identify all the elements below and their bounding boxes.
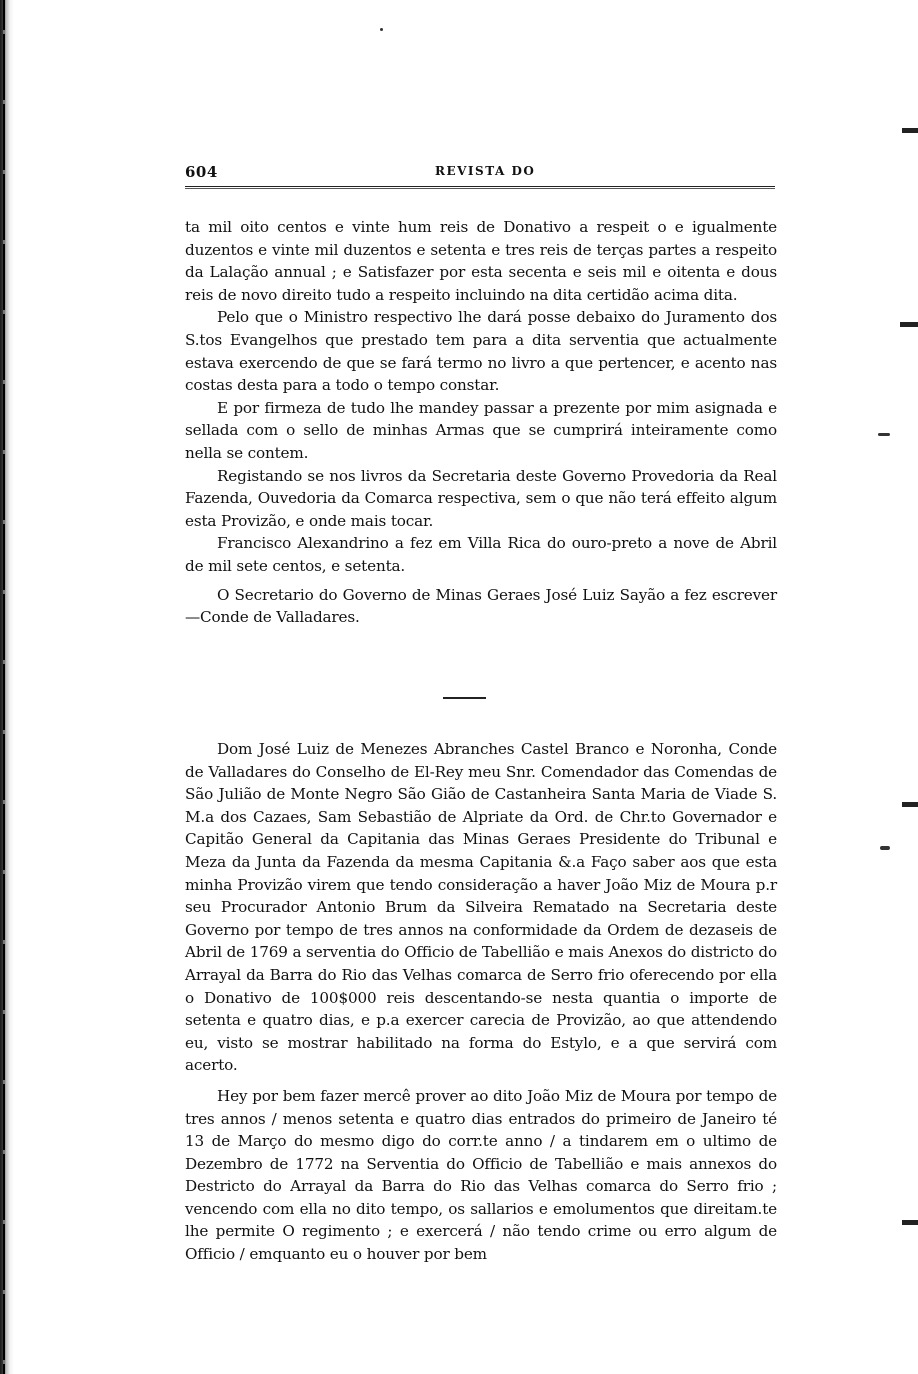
paragraph: Pelo que o Ministro respectivo lhe dará posse debaixo do Juramento dos S.tos Evangelhos que prestado tem para a dita serventia que actualmente estava exercendo de que se fará termo no livro a que pertencer, e acento nas costas desta para a todo o tempo constar. (185, 308, 777, 395)
document-section-2 (185, 738, 777, 1266)
paragraph: Francisco Alexandrino a fez em Villa Rica do ouro-preto a nove de Abril de mil sete centos, e setenta. (185, 534, 777, 575)
scan-edge-mark (902, 128, 918, 133)
scan-speck (880, 846, 890, 850)
scan-edge-mark (900, 322, 918, 327)
section-divider (443, 697, 486, 699)
paragraph: Dom José Luiz de Menezes Abranches Castel Branco e Noronha, Conde de Valladares do Conselho de El-Rey meu Snr. Comendador das Comendas de São Julião de Monte Negro São Gião de Castanheira Santa Maria de Viade S. M.a dos Cazaes, Sam Sebastião de Alpriate da Ord. de Chr.to Governador e Capitão General da Capitania das Minas Geraes Presidente do Tribunal e Meza da Junta da Fazenda da mesma Capitania &.a Faço saber aos que esta minha Provizão virem que tendo consideração a haver João Miz de Moura p.r seu Procurador Antonio Brum da Silveira Rematado na Secretaria deste Governo por tempo de tres annos na conformidade da Ordem de dezaseis de Abril de 1769 a serventia do Officio de Tabellião e mais Anexos do districto do Arrayal da Barra do Rio das Velhas comarca de Serro frio oferecendo por ella o Donativo de 100$000 reis descentando-se nesta quantia o importe de setenta e quatro dias, e p.a exercer carecia de Provizão, ao que attendendo eu, visto se mostrar habilitado na forma do Estylo, e a que servirá com acerto. (185, 740, 777, 1075)
scan-edge-mark (902, 802, 918, 807)
book-binding-edge (0, 0, 22, 1374)
paragraph: ta mil oito centos e vinte hum reis de Donativo a respeit o e igualmente duzentos e vinte mil duzentos e setenta e tres reis de terças partes a respeito da Lalação annual ; e Satisfazer por esta secenta e seis mil e oitenta e dous reis de novo direito tudo a respeito incluindo na dita certidão acima dita. (185, 218, 777, 304)
scan-edge-mark (902, 1220, 918, 1225)
header-rule (185, 186, 775, 189)
page-number: 604 (185, 163, 218, 181)
scan-speck (878, 433, 890, 436)
paragraph: Registando se nos livros da Secretaria deste Governo Provedoria da Real Fazenda, Ouvedoria da Comarca respectiva, sem o que não terá effeito algum esta Provizão, e onde mais tocar. (185, 466, 777, 530)
signature-paragraph: O Secretario do Governo de Minas Geraes José Luiz Sayão a fez escrever—Conde de Valladares. (185, 585, 777, 627)
paragraph: Hey por bem fazer mercê prover ao dito João Miz de Moura por tempo de tres annos / menos setenta e quatro dias entrados do primeiro de Janeiro té 13 de Março do mesmo digo do corr.te anno / a tindarem em o ultimo de Dezembro de 1772 na Serventia do Officio de Tabellião e mais annexos do Destricto do Arrayal da Barra do Rio das Velhas comarca do Serro frio ; vencendo com ella no dito tempo, os sallarios e emolumentos que direitam.te lhe permite O regimento ; e exercerá / não tendo crime ou erro algum de Officio / emquanto eu o houver por bem (185, 1086, 777, 1264)
paragraph: E por firmeza de tudo lhe mandey passar a prezente por mim asignada e sellada com o sello de minhas Armas que se cumprirá inteiramente como nella se contem. (185, 398, 777, 462)
running-title: REVISTA DO (435, 164, 536, 178)
page-header (185, 163, 775, 185)
scan-speck (380, 28, 383, 31)
document-section-1 (185, 216, 777, 629)
